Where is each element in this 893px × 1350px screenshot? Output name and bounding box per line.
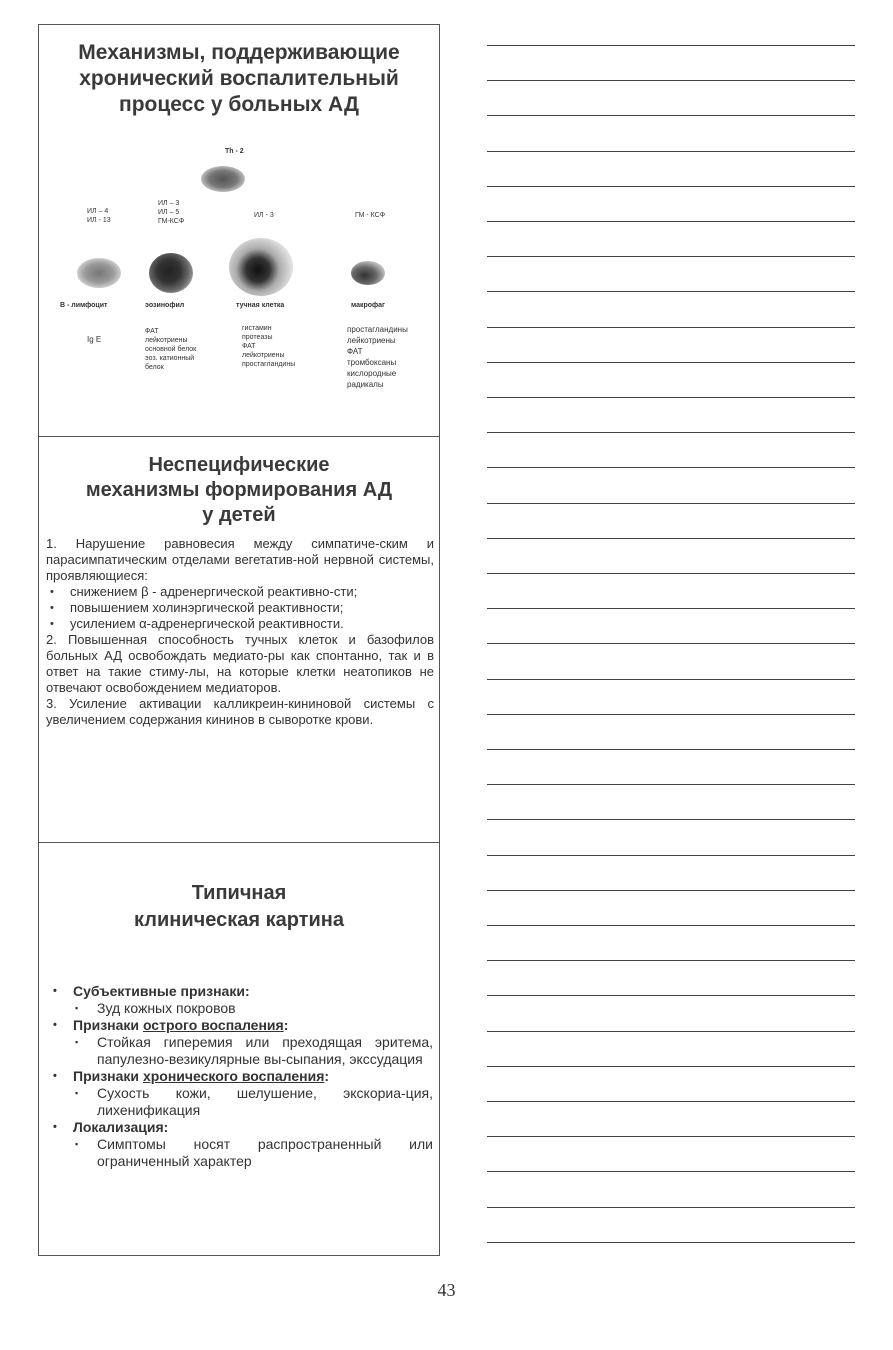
slide-clinical-picture — [39, 843, 439, 1255]
slides-column — [38, 24, 440, 1256]
note-line — [487, 186, 855, 187]
note-line — [487, 291, 855, 292]
note-line — [487, 855, 855, 856]
note-line — [487, 1207, 855, 1208]
list-item: ▪ Стойкая гиперемия или преходящая эритема, папулезно-везикулярные вы-сыпания, экссудация — [47, 1034, 433, 1068]
note-line — [487, 960, 855, 961]
slide1-title: Механизмы, поддерживающие хронический воспалительный процесс у больных АД — [78, 41, 400, 116]
list-item: • Локализация: — [47, 1119, 433, 1136]
note-line — [487, 643, 855, 644]
eosinophil-icon — [149, 253, 193, 293]
slide2-body — [46, 536, 434, 728]
list-item: ▪ Сухость кожи, шелушение, экскориа-ция, лихенификация — [47, 1085, 433, 1119]
paragraph-2: 2. Повышенная способность тучных клеток и базофилов больных АД освобождать медиато-ры как спонтанно, так и в ответ на такие стиму-лы, на которые клетки неатопиков не отвечают освобождением медиаторов. — [46, 632, 434, 695]
b-lymphocyte-label: В - лимфоцит — [60, 302, 108, 309]
note-line — [487, 1242, 855, 1243]
list-item: • усилением α-адренергической реактивности. — [46, 616, 434, 632]
note-line — [487, 80, 855, 81]
note-line — [487, 573, 855, 574]
bullet-list — [46, 584, 434, 632]
note-line — [487, 784, 855, 785]
note-line — [487, 45, 855, 46]
mast-cell-icon — [229, 238, 293, 296]
clinical-list — [47, 983, 433, 1170]
note-line — [487, 714, 855, 715]
page-number: 43 — [437, 1280, 456, 1300]
slide-mechanisms — [39, 25, 439, 437]
note-line — [487, 256, 855, 257]
list-item: • Признаки хронического воспаления: — [47, 1068, 433, 1085]
note-line — [487, 397, 855, 398]
mast-cytokines: ИЛ - 3 — [254, 212, 274, 219]
list-item: • Признаки острого воспаления: — [47, 1017, 433, 1034]
note-line — [487, 925, 855, 926]
note-line — [487, 151, 855, 152]
eos-mediators: ФАТ лейкотриены основной белок эоз. катионный белок — [145, 328, 197, 371]
note-line — [487, 679, 855, 680]
b-cytokines: ИЛ – 4 ИЛ - 13 — [87, 208, 111, 224]
b-mediators: Ig E — [87, 335, 102, 344]
list-item: ▪ Симптомы носят распространенный или ограниченный характер — [47, 1136, 433, 1170]
slide2-title: Неспецифические механизмы формирования АД у детей — [85, 454, 393, 526]
macrophage-label: макрофаг — [351, 302, 385, 309]
eos-cytokines: ИЛ – 3 ИЛ – 5 ГМ-КСФ — [158, 200, 185, 225]
th2-label: Th - 2 — [225, 148, 244, 155]
note-line — [487, 1171, 855, 1172]
note-line — [487, 890, 855, 891]
note-line — [487, 115, 855, 116]
slide-nonspecific — [39, 437, 439, 843]
macro-mediators: простагландины лейкотриены ФАТ тромбоксаны кислородные радикалы — [347, 325, 408, 389]
mast-mediators: гистамин протеазы ФАТ лейкотриены простагландины — [242, 325, 296, 368]
paragraph-1: 1. Нарушение равновесия между симпатиче-ским и парасимпатическим отделами вегетатив-ной нервной системы, проявляющиеся: — [46, 536, 434, 583]
note-line — [487, 467, 855, 468]
slide3-title: Типичная клиническая картина — [134, 882, 344, 931]
note-line — [487, 503, 855, 504]
cell-diagram — [39, 25, 439, 437]
note-line — [487, 819, 855, 820]
note-line — [487, 1031, 855, 1032]
note-line — [487, 995, 855, 996]
list-item: • повышением холинэргической реактивности; — [46, 600, 434, 616]
note-line — [487, 1101, 855, 1102]
note-line — [487, 608, 855, 609]
note-line — [487, 749, 855, 750]
mast-cell-label: тучная клетка — [236, 302, 285, 309]
th2-cell-icon — [201, 166, 245, 192]
note-line — [487, 221, 855, 222]
note-line — [487, 362, 855, 363]
list-item: ▪ Зуд кожных покровов — [47, 1000, 433, 1017]
note-line — [487, 1066, 855, 1067]
list-item: • снижением β - адренергической реактивно-сти; — [46, 584, 434, 600]
paragraph-3: 3. Усиление активации калликреин-кининовой системы с увеличением содержания кининов в сыворотке крови. — [46, 696, 434, 727]
note-line — [487, 1136, 855, 1137]
b-lymphocyte-icon — [77, 258, 121, 288]
note-line — [487, 538, 855, 539]
list-item: • Субъективные признаки: — [47, 983, 433, 1000]
macro-cytokines: ГМ - КСФ — [355, 212, 386, 219]
note-line — [487, 432, 855, 433]
macrophage-icon — [351, 261, 385, 285]
note-line — [487, 327, 855, 328]
eosinophil-label: эозинофил — [145, 302, 185, 309]
